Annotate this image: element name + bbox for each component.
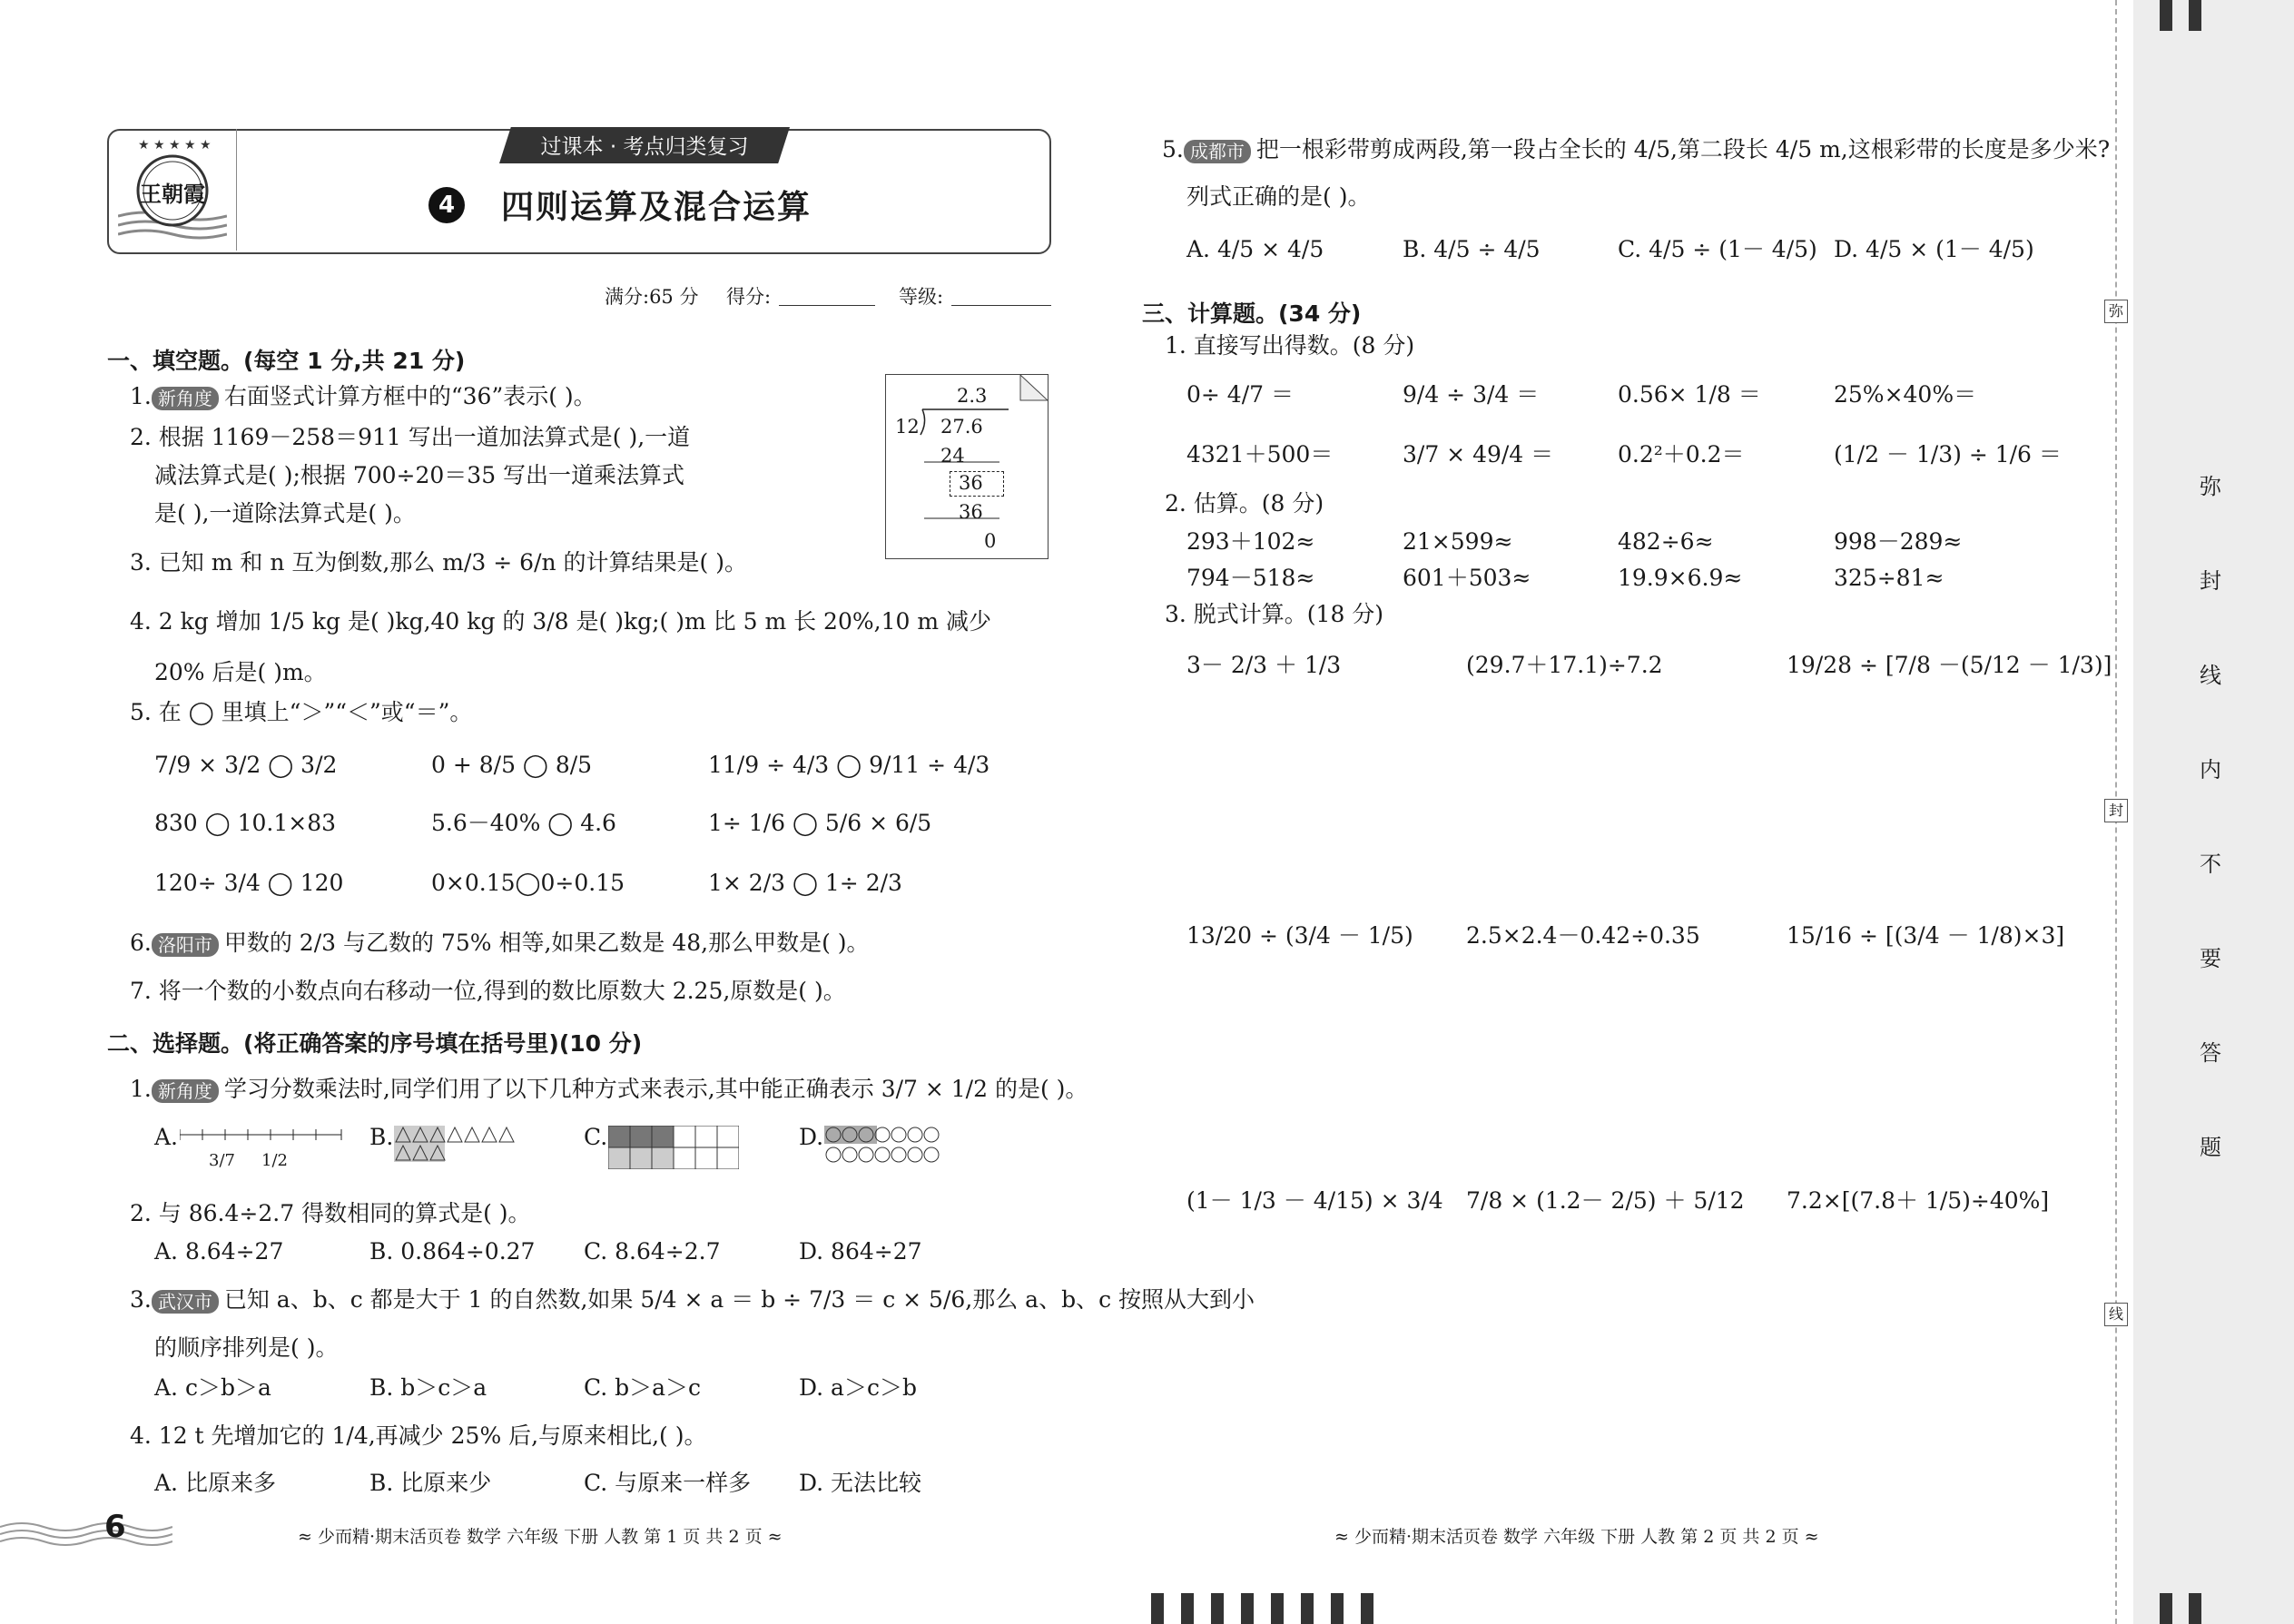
compare-item: 11/9 ÷ 4/3 ◯ 9/11 ÷ 4/3 (708, 752, 990, 778)
division-box-value: 36 (959, 472, 983, 494)
seal-char: 题 (2200, 1135, 2221, 1160)
compare-item: 0 + 8/5 ◯ 8/5 (431, 752, 593, 778)
header-divider (236, 129, 237, 251)
page-title: 四则运算及混合运算 (501, 189, 812, 226)
calc-item: 0.2²＋0.2＝ (1618, 441, 1745, 468)
section-2-title: 二、选择题。(将正确答案的序号填在括号里)(10 分) (107, 1030, 643, 1057)
seal-char: 封 (2200, 568, 2221, 594)
section-3-title: 三、计算题。(34 分) (1142, 300, 1362, 327)
q1-2-line1: 2. 根据 1169－258＝911 写出一道加法算式是( ),一道 (130, 424, 691, 450)
calc-item: 9/4 ÷ 3/4 ＝ (1403, 381, 1540, 408)
tag-wuhan: 武汉市 (152, 1290, 219, 1314)
seal-char: 不 (2200, 851, 2221, 877)
estimate-item: 293＋102≈ (1186, 528, 1315, 555)
compare-item: 7/9 × 3/2 ◯ 3/2 (154, 752, 338, 778)
q1-1: 1. 新角度 右面竖式计算方框中的“36”表示( )。 (130, 383, 596, 409)
bottom-bar-mark (2160, 1593, 2172, 1624)
logo (118, 136, 227, 243)
step-calc-item: (1－ 1/3 － 4/15) × 3/4 (1186, 1187, 1443, 1214)
calc-item: 4321＋500＝ (1186, 441, 1334, 468)
step-calc-item: 15/16 ÷ [(3/4 － 1/8)×3] (1787, 922, 2065, 949)
division-remainder: 0 (984, 530, 997, 552)
section-1-title: 一、填空题。(每空 1 分,共 21 分) (107, 348, 466, 374)
svg-text:★ ★ ★ ★ ★: ★ ★ ★ ★ ★ (138, 138, 212, 153)
logo-text: 王朝霞 (140, 181, 205, 207)
banner-text: 过课本 · 考点归类复习 (540, 135, 749, 159)
option-d-circles (824, 1126, 942, 1169)
calc-item: 0.56× 1/8 ＝ (1618, 381, 1761, 408)
top-bar-mark (2189, 0, 2201, 31)
q1-2-line3: 是( ),一道除法算式是( )。 (154, 500, 416, 527)
option-c-label: C. (584, 1124, 608, 1150)
calc-item: 0÷ 4/7 ＝ (1186, 381, 1294, 408)
fraction-label: 1/2 (261, 1151, 288, 1170)
seal-box: 线 (2104, 1303, 2128, 1326)
division-divisor: 12 (895, 416, 920, 438)
q2-1: 1. 新角度 学习分数乘法时,同学们用了以下几种方式来表示,其中能正确表示 3/7 × 1/2 的是( )。 (130, 1076, 1088, 1102)
footer-right: ≈ 少而精·期末活页卷 数学 六年级 下册 人教 第 2 页 共 2 页 ≈ (1334, 1527, 1819, 1547)
estimate-item: 601＋503≈ (1403, 565, 1531, 591)
q5-line2: 列式正确的是( )。 (1186, 183, 1371, 210)
q2-2: 2. 与 86.4÷2.7 得数相同的算式是( )。 (130, 1200, 531, 1226)
division-diagram (885, 374, 1049, 559)
q2-4-opt: A. 比原来多 (154, 1470, 276, 1496)
q1-4-line2: 20% 后是( )m。 (154, 659, 327, 685)
q2-2-opt: A. 8.64÷27 (154, 1238, 284, 1265)
seal-box: 弥 (2104, 300, 2128, 323)
division-row2: 36 (959, 501, 983, 523)
estimate-item: 21×599≈ (1403, 528, 1513, 555)
q2-3-opt: A. c＞b＞a (154, 1374, 271, 1401)
option-a-label: A. (154, 1124, 179, 1150)
compare-item: 0×0.15◯0÷0.15 (431, 870, 625, 896)
q1-5: 5. 在 ◯ 里填上“＞”“＜”或“＝”。 (130, 699, 473, 725)
q1-3: 3. 已知 m 和 n 互为倒数,那么 m/3 ÷ 6/n 的计算结果是( )。 (130, 549, 747, 576)
page-number: 6 (104, 1509, 126, 1545)
option-b-label: B. (369, 1124, 394, 1150)
seal-char: 弥 (2200, 474, 2221, 499)
calc-item: (1/2 － 1/3) ÷ 1/6 ＝ (1834, 441, 2062, 468)
q2-3-line2: 的顺序排列是( )。 (154, 1334, 339, 1361)
seal-char: 线 (2200, 663, 2221, 688)
estimate-item: 325÷81≈ (1834, 565, 1944, 591)
estimate-item: 794－518≈ (1186, 565, 1315, 591)
q5-opt: B. 4/5 ÷ 4/5 (1403, 236, 1541, 262)
q2-2-opt: B. 0.864÷0.27 (369, 1238, 536, 1265)
footer-left: ≈ 少而精·期末活页卷 数学 六年级 下册 人教 第 1 页 共 2 页 ≈ (298, 1527, 783, 1547)
step-calc-item: 2.5×2.4－0.42÷0.35 (1466, 922, 1700, 949)
binding-strip (2133, 0, 2294, 1624)
q5-opt: A. 4/5 × 4/5 (1186, 236, 1324, 262)
s3-q3: 3. 脱式计算。(18 分) (1165, 601, 1384, 627)
grade-field[interactable] (951, 305, 1051, 306)
q2-3-opt: B. b＞c＞a (369, 1374, 487, 1401)
top-bar-mark (2160, 0, 2172, 31)
step-calc-item: 3－ 2/3 ＋ 1/3 (1186, 652, 1342, 678)
option-b-triangles (394, 1126, 517, 1166)
q2-4-opt: B. 比原来少 (369, 1470, 492, 1496)
q2-4-opt: D. 无法比较 (799, 1470, 922, 1496)
q1-2-line2: 减法算式是( );根据 700÷20＝35 写出一道乘法算式 (154, 462, 685, 488)
calc-item: 3/7 × 49/4 ＝ (1403, 441, 1554, 468)
s3-q1: 1. 直接写出得数。(8 分) (1165, 332, 1415, 359)
score-get-label: 得分: (726, 286, 772, 308)
tag-luoyang: 洛阳市 (152, 933, 219, 957)
q2-3-opt: D. a＞c＞b (799, 1374, 917, 1401)
q2-2-opt: C. 8.64÷2.7 (584, 1238, 721, 1265)
tag-chengdu: 成都市 (1184, 140, 1251, 163)
seal-box: 封 (2104, 799, 2128, 822)
option-a-number-line (180, 1124, 343, 1187)
division-dividend: 27.6 (940, 416, 983, 438)
bottom-bar-mark (2189, 1593, 2201, 1624)
compare-item: 1× 2/3 ◯ 1÷ 2/3 (708, 870, 902, 896)
step-calc-item: 7.2×[(7.8＋ 1/5)÷40%] (1787, 1187, 2050, 1214)
q1-4-line1: 4. 2 kg 增加 1/5 kg 是( )kg,40 kg 的 3/8 是( )kg;( )m 比 5 m 长 20%,10 m 减少 (130, 608, 991, 635)
step-calc-item: 19/28 ÷ [7/8 －(5/12 － 1/3)] (1787, 652, 2112, 678)
q2-4-opt: C. 与原来一样多 (584, 1470, 752, 1496)
q1-6: 6. 洛阳市 甲数的 2/3 与乙数的 75% 相等,如果乙数是 48,那么甲数是( )。 (130, 930, 870, 956)
q2-3-opt: C. b＞a＞c (584, 1374, 702, 1401)
footer-waves (0, 1514, 172, 1550)
step-calc-item: 7/8 × (1.2－ 2/5) ＋ 5/12 (1466, 1187, 1745, 1214)
tag-new-angle: 新角度 (152, 1079, 219, 1103)
step-calc-item: (29.7＋17.1)÷7.2 (1466, 652, 1663, 678)
tag-new-angle: 新角度 (152, 387, 219, 410)
compare-item: 120÷ 3/4 ◯ 120 (154, 870, 344, 896)
q5: 5. 成都市 把一根彩带剪成两段,第一段占全长的 4/5,第二段长 4/5 m,这根彩带的长度是多少米? (1162, 136, 2111, 162)
chapter-number: 4 (428, 187, 465, 223)
q2-4: 4. 12 t 先增加它的 1/4,再减少 25% 后,与原来相比,( )。 (130, 1422, 707, 1449)
estimate-item: 482÷6≈ (1618, 528, 1714, 555)
compare-item: 5.6－40% ◯ 4.6 (431, 810, 616, 836)
seal-char: 要 (2200, 946, 2221, 971)
seal-char: 内 (2200, 757, 2221, 782)
bottom-center-marks (1151, 1593, 1373, 1624)
score-get-field[interactable] (779, 305, 875, 306)
division-row1: 24 (940, 445, 965, 467)
q5-opt: D. 4/5 × (1－ 4/5) (1834, 236, 2034, 262)
estimate-item: 998－289≈ (1834, 528, 1963, 555)
q2-2-opt: D. 864÷27 (799, 1238, 922, 1265)
compare-item: 830 ◯ 10.1×83 (154, 810, 337, 836)
seal-char: 答 (2200, 1040, 2221, 1066)
q2-3: 3. 武汉市 已知 a、b、c 都是大于 1 的自然数,如果 5/4 × a ＝ b ÷ 7/3 ＝ c × 5/6,那么 a、b、c 按照从大到小 (130, 1286, 1255, 1313)
division-quotient: 2.3 (957, 385, 988, 407)
q1-7: 7. 将一个数的小数点向右移动一位,得到的数比原数大 2.25,原数是( )。 (130, 978, 846, 1004)
estimate-item: 19.9×6.9≈ (1618, 565, 1743, 591)
step-calc-item: 13/20 ÷ (3/4 － 1/5) (1186, 922, 1413, 949)
calc-item: 25%×40%＝ (1834, 381, 1977, 408)
fraction-label: 3/7 (209, 1151, 235, 1170)
option-c-grid (608, 1126, 739, 1173)
q5-opt: C. 4/5 ÷ (1－ 4/5) (1618, 236, 1817, 262)
s3-q2: 2. 估算。(8 分) (1165, 490, 1324, 517)
score-total: 满分:65 分 (605, 286, 699, 308)
compare-item: 1÷ 1/6 ◯ 5/6 × 6/5 (708, 810, 932, 836)
grade-label: 等级: (899, 286, 944, 308)
option-d-label: D. (799, 1124, 824, 1150)
